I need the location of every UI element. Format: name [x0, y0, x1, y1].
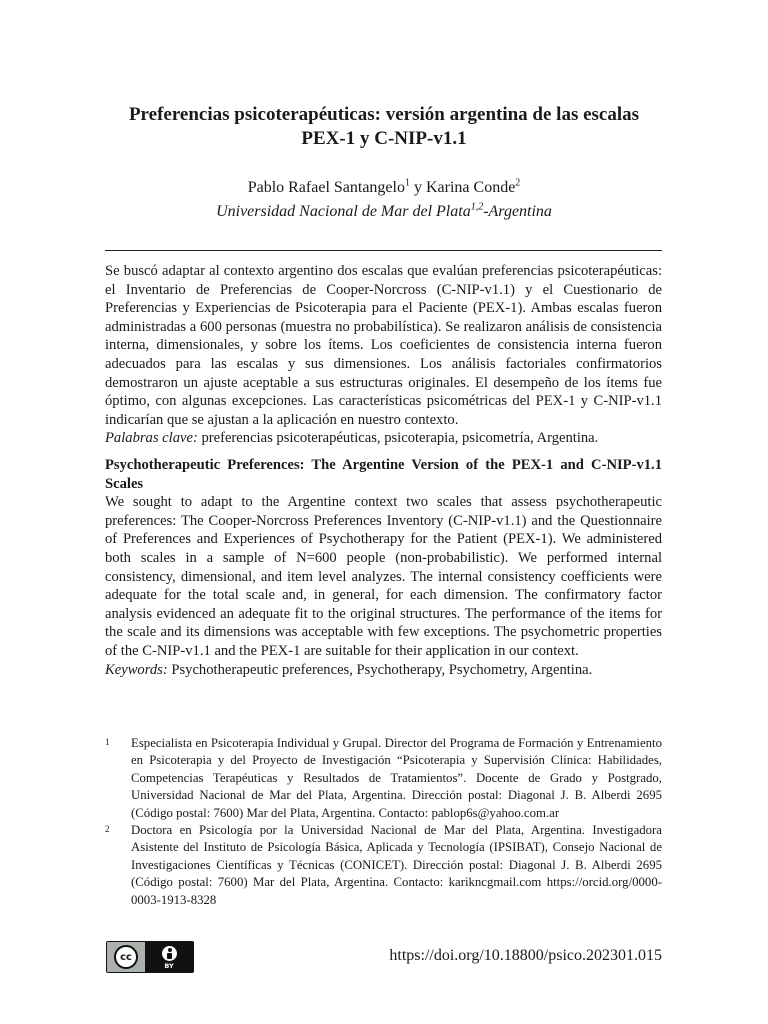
abstract-english-text: We sought to adapt to the Argentine context two scales that assess psychotherapeutic preferences: The Cooper-Norcross Preferences Inventory (C-NIP-v1.1) and the Questionnaire of Preferences and Experiences of Psychotherapy for the Patient (PEX-1). We administered both scales in a sample of N=600 people (non-probabilistic). We performed internal consistency, dimensional, and item level analyzes. The internal consistency coefficients were adequate for the total scale and, in general, for each dimension. The confirmatory factor analysis evidenced an adequate fit to the original structures. The performance of the items for the scale and its dimensions was acceptable with few exceptions. The psychometric properties of the C-NIP-v1.1 and the PEX-1 are suitable for their application in our context.	[105, 494, 662, 659]
author-1-footnote-ref[interactable]: 1	[404, 177, 410, 189]
article-title: Preferencias psicoterapéuticas: versión argentina de las escalas PEX-1 y C-NIP-v1.1	[128, 104, 640, 149]
author-1: Pablo Rafael Santangelo	[247, 179, 405, 196]
keywords-es: preferencias psicoterapéuticas, psicoterapia, psicometría, Argentina.	[197, 430, 599, 447]
keywords-label-es: Palabras clave:	[105, 430, 198, 447]
affiliation-footnote-ref: 1,2	[470, 201, 484, 213]
header-divider	[105, 250, 662, 251]
footnotes	[105, 735, 662, 909]
english-title: Psychotherapeutic Preferences: The Argentine Version of the PEX-1 and C-NIP-v1.1 Scales	[105, 457, 662, 492]
author-2: Karina Conde	[425, 179, 516, 196]
doi-link[interactable]: https://doi.org/10.18800/psico.202301.015	[389, 947, 662, 964]
affiliation	[105, 201, 663, 223]
footnote-1-text: Especialista en Psicoterapia Individual y Grupal. Director del Programa de Formación y Entrenamiento en Psicoterapia y del Proyecto de Investigación “Psicoterapia y Supervisión Clínica: Habilidades, Competencias Terapéuticas y Resultados de Tratamientos”. Docente de Grado y Postgrado, Universidad Nacional de Mar del Plata, Argentina. Dirección postal: Diagonal J. B. Alberdi 2695 (Código postal: 7600) Mar del Plata, Argentina. Contacto: pablop6s@yahoo.com.ar	[131, 736, 662, 820]
cc-circle: cc	[114, 945, 138, 969]
abstract-spanish	[105, 262, 662, 448]
keywords-en: Psychotherapeutic preferences, Psychotherapy, Psychometry, Argentina.	[167, 661, 593, 678]
by-label: BY	[164, 961, 174, 970]
abstract-spanish-text: Se buscó adaptar al contexto argentino dos escalas que evalúan preferencias psicoterapéuticas: el Inventario de Preferencias de Cooper-Norcross (C-NIP-v1.1) y el Cuestionario de Preferencias y Experiencias de Psicoterapia para el Paciente (PEX-1). Ambas escalas fueron administradas a 600 personas (muestra no probabilística). Se realizaron análisis de consistencia interna, dimensionales, y sobre los ítems. Los coeficientes de consistencia interna fueron adecuados para las escalas y sus dimensiones. Los análisis factoriales confirmatorios demostraron un ajuste aceptable a sus estructuras originales. El desempeño de los ítems fue óptimo, con algunas excepciones. Las características psicométricas del PEX-1 y C-NIP-v1.1 indicarían que se ajustan a la aplicación en nuestro contexto.	[105, 263, 662, 428]
author-2-footnote-ref[interactable]: 2	[515, 177, 521, 189]
author-joiner: y	[409, 179, 426, 196]
cc-by-license-icon[interactable]	[106, 941, 194, 973]
footnote-2	[105, 822, 662, 909]
abstract-english	[105, 456, 662, 679]
footnote-2-number: 2	[105, 824, 110, 835]
cc-icon	[107, 942, 145, 972]
affiliation-name: Universidad Nacional de Mar del Plata	[216, 203, 471, 220]
by-attribution	[145, 942, 193, 972]
attribution-person-icon	[161, 945, 178, 962]
keywords-label-en: Keywords:	[105, 661, 168, 678]
footnote-2-text: Doctora en Psicología por la Universidad Nacional de Mar del Plata, Argentina. Investigadora Asistente del Instituto de Psicología Básica, Aplicada y Tecnología (IPSIBAT), Consejo Nacional de Investigaciones Científicas y Técnicas (CONICET). Dirección postal: Diagonal J. B. Alberdi 2695 (Código postal: 7600) Mar del Plata, Argentina. Contacto: karikncgmail.com https://orcid.org/0000-0003-1913-8328	[131, 823, 662, 907]
affiliation-country: -Argentina	[483, 203, 552, 220]
footnote-1	[105, 735, 662, 822]
footnote-1-number: 1	[105, 737, 110, 747]
author-line	[105, 177, 663, 199]
